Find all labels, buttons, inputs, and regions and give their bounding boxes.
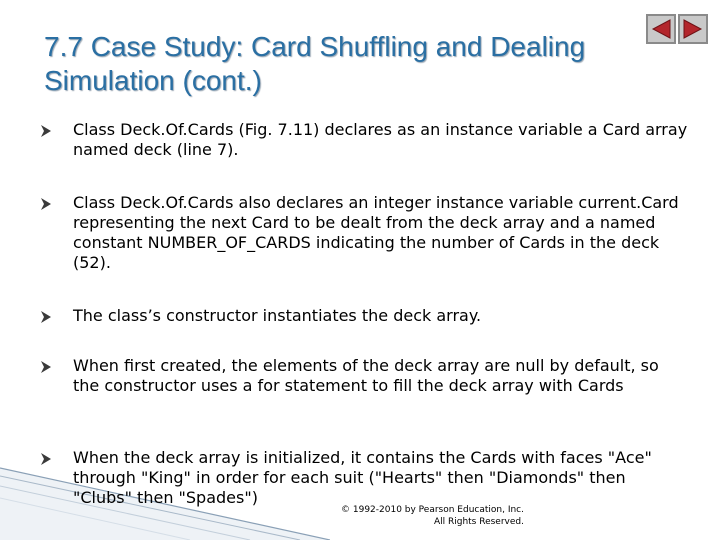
bullet-arrow-icon: [40, 360, 52, 374]
right-arrow-icon: [682, 18, 704, 40]
slide-title: 7.7 Case Study: Card Shuffling and Dealing Simulation (cont.): [44, 31, 586, 96]
bullet-text: Class Deck.Of.Cards also declares an integer instance variable current.Card representing the next Card to be dealt from the deck array and a named constant NUMBER_OF_CARDS indicating the number of Cards in the deck (52).: [73, 193, 679, 272]
bullet-arrow-icon: [40, 452, 52, 466]
left-arrow-icon: [650, 18, 672, 40]
copyright-notice: [341, 504, 524, 528]
slide-navigation: [646, 14, 708, 44]
bullet-text: When first created, the elements of the deck array are null by default, so the constructor uses a for statement to fill the deck array with Cards: [73, 356, 659, 395]
copyright-line: © 1992-2010 by Pearson Education, Inc.: [341, 505, 524, 515]
bullet-text: When the deck array is initialized, it contains the Cards with faces "Ace" through "King" in order for each suit ("Hearts" then "Diamonds" then "Clubs" then "Spades"): [73, 448, 652, 507]
bullet-arrow-icon: [40, 124, 52, 138]
bullet-arrow-icon: [40, 197, 52, 211]
previous-slide-button[interactable]: [646, 14, 676, 44]
rights-line: All Rights Reserved.: [433, 517, 524, 527]
bullet-arrow-icon: [40, 310, 52, 324]
bullet-text: The class’s constructor instantiates the deck array.: [73, 306, 482, 325]
next-slide-button[interactable]: [678, 14, 708, 44]
bullet-text: Class Deck.Of.Cards (Fig. 7.11) declares as an instance variable a Card array named deck (line 7).: [73, 120, 688, 159]
